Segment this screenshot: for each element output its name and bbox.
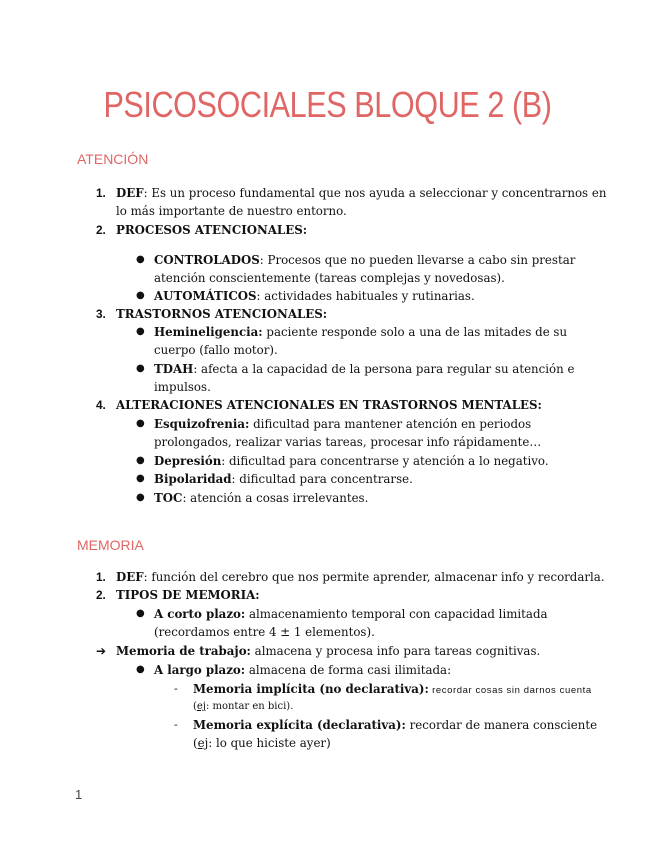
dash-icon: - (174, 718, 178, 731)
paren: ( (193, 701, 197, 712)
list-item (154, 489, 368, 507)
paren: ( (193, 736, 198, 750)
bullet-icon: ● (136, 254, 145, 265)
list-item (116, 586, 260, 604)
bullet-icon: ● (136, 492, 145, 503)
example-abbrev: ej (196, 701, 206, 712)
list-item-continuation: atención conscientemente (tareas complejas y novedosas). (154, 271, 505, 285)
list-item-continuation: prolongados, realizar varias tareas, procesar info rápidamente… (154, 435, 542, 449)
section-heading-atencion: ATENCIÓN (77, 151, 149, 167)
item-text: : afecta a la capacidad de la persona para regular su atención e (193, 362, 575, 376)
term-label: PROCESOS ATENCIONALES: (116, 223, 308, 237)
list-item (116, 568, 605, 586)
list-number: 3. (96, 307, 106, 321)
list-item (116, 305, 327, 323)
term-label: Depresión (154, 454, 222, 468)
example-text (193, 734, 331, 752)
term-label: DEF (116, 570, 144, 584)
item-text: : actividades habituales y rutinarias. (256, 289, 475, 303)
list-item (193, 680, 592, 700)
list-item (154, 360, 574, 378)
list-item-continuation: cuerpo (fallo motor). (154, 343, 278, 357)
list-item-continuation: (recordamos entre 4 ± 1 elementos). (154, 625, 375, 639)
list-item (154, 452, 549, 470)
bullet-icon: ● (136, 608, 145, 619)
list-item (116, 642, 540, 660)
bullet-icon: ● (136, 326, 145, 337)
arrow-icon: ➔ (96, 644, 107, 658)
term-label: Hemineligencia: (154, 325, 263, 339)
example-abbrev: ej (197, 736, 209, 750)
example-text (193, 698, 293, 716)
term-label: TRASTORNOS ATENCIONALES: (116, 307, 328, 321)
list-item (116, 221, 307, 239)
bullet-icon: ● (136, 473, 145, 484)
list-item (154, 323, 567, 341)
term-label: Bipolaridad (154, 472, 232, 486)
list-item (193, 716, 597, 734)
bullet-icon: ● (136, 363, 145, 374)
example-body: : montar en bici). (205, 701, 294, 712)
term-label: TDAH (154, 362, 194, 376)
item-text: recordar cosas sin darnos cuenta (428, 685, 592, 696)
term-label: TIPOS DE MEMORIA: (116, 588, 260, 602)
term-label: CONTROLADOS (154, 253, 260, 267)
term-label: A corto plazo: (154, 607, 246, 621)
list-number: 2. (96, 588, 106, 602)
list-number: 1. (96, 570, 106, 584)
item-text: paciente responde solo a una de las mitades de su (262, 325, 568, 339)
term-label: ALTERACIONES ATENCIONALES EN TRASTORNOS MENTALES: (116, 398, 542, 412)
term-label: AUTOMÁTICOS (154, 289, 257, 303)
dash-icon: - (174, 682, 178, 695)
list-item (116, 396, 542, 414)
list-item (154, 287, 475, 305)
list-item-continuation: impulsos. (154, 380, 211, 394)
item-text: almacenamiento temporal con capacidad limitada (245, 607, 548, 621)
term-label: Esquizofrenia: (154, 417, 250, 431)
term-label: DEF (116, 186, 144, 200)
term-label: Memoria explícita (declarativa): (193, 718, 406, 732)
item-text: : función del cerebro que nos permite aprender, almacenar info y recordarla. (143, 570, 605, 584)
item-text: almacena de forma casi ilimitada: (245, 663, 452, 677)
bullet-icon: ● (136, 455, 145, 466)
list-number: 4. (96, 398, 106, 412)
list-item (154, 415, 531, 433)
item-text: recordar de manera consciente (405, 718, 598, 732)
list-item (154, 605, 548, 623)
item-text: : atención a cosas irrelevantes. (182, 491, 369, 505)
term-label: A largo plazo: (154, 663, 246, 677)
list-item (154, 251, 575, 269)
item-text: dificultad para mantener atención en periodos (249, 417, 532, 431)
bullet-icon: ● (136, 290, 145, 301)
list-item (154, 661, 451, 679)
list-number: 1. (96, 186, 106, 200)
item-text: : Procesos que no pueden llevarse a cabo sin prestar (259, 253, 576, 267)
section-heading-memoria: MEMORIA (77, 537, 144, 553)
page-number: 1 (75, 787, 83, 802)
page-title: PSICOSOCIALES BLOQUE 2 (B) (103, 84, 552, 125)
definition-text: : Es un proceso fundamental que nos ayuda a seleccionar y concentrarnos en (143, 186, 607, 200)
term-label: Memoria implícita (no declarativa): (193, 682, 429, 696)
list-item (154, 470, 413, 488)
list-item (116, 184, 606, 202)
item-text: : dificultad para concentrarse y atención a lo negativo. (221, 454, 549, 468)
example-body: : lo que hiciste ayer) (208, 736, 331, 750)
bullet-icon: ● (136, 418, 145, 429)
list-item-continuation: lo más importante de nuestro entorno. (116, 204, 347, 218)
term-label: Memoria de trabajo: (116, 644, 251, 658)
item-text: : dificultad para concentrarse. (231, 472, 413, 486)
term-label: TOC (154, 491, 183, 505)
list-number: 2. (96, 223, 106, 237)
bullet-icon: ● (136, 664, 145, 675)
item-text: almacena y procesa info para tareas cognitivas. (250, 644, 541, 658)
